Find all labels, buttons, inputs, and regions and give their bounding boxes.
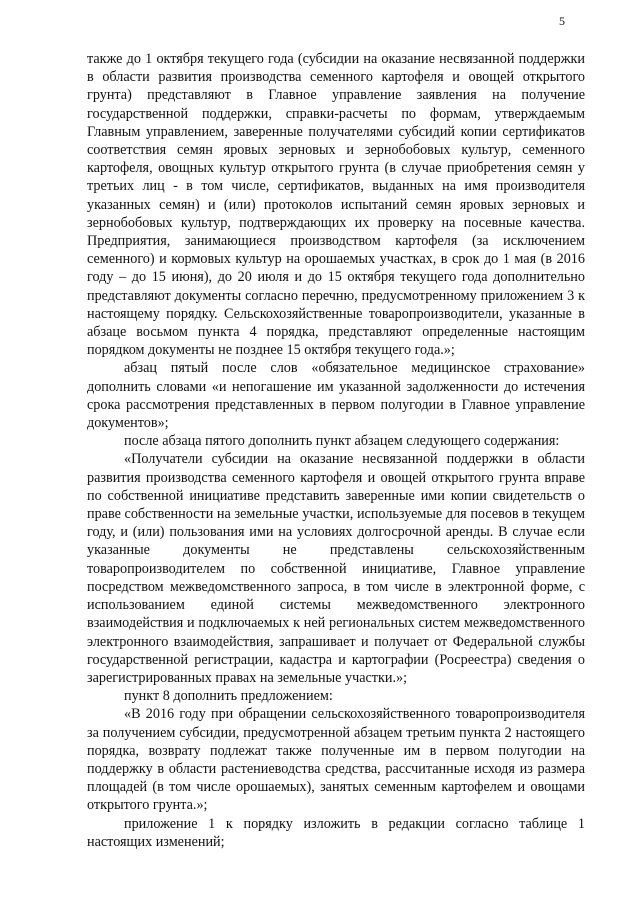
paragraph: «В 2016 году при обращении сельскохозяйственного товаропроизводителя за получением субсидии, предусмотренной абзацем третьим пункта 2 настоящего порядка, возврату подлежат также полученные им в первом полугодии на поддержку в области растениеводства средства, рассчитанные исходя из размера площадей (в том числе орошаемых), занятых семенным картофелем и овощами открытого грунта.»; xyxy=(87,706,585,814)
page-number: 5 xyxy=(559,14,565,28)
paragraph: также до 1 октября текущего года (субсидии на оказание несвязанной поддержки в области развития производства семенного картофеля и овощей открытого грунта) представляют в Главное управление заявления на получение государственной поддержки, справки-расчеты по формам, утверждаемым Главным управлением, заверенные получателями субсидий копии сертификатов соответствия семян яровых зерновых и зернобобовых культур, семенного картофеля, овощных культур открытого грунта (в случае приобретения семян у третьих лиц - в том числе, сертификатов, выданных на имя производителя указанных семян) и (или) протоколов испытаний семян яровых зерновых и зернобобовых культур, подтверждающих их проверку на посевные качества. Предприятия, занимающиеся производством картофеля (за исключением семенного) и кормовых культур на орошаемых участках, в срок до 1 мая (в 2016 году – до 15 июня), до 20 июля и до 15 октября текущего года дополнительно представляют документы согласно перечню, предусмотренному приложением 3 к настоящему порядку. Сельскохозяйственные товаропроизводители, указанные в абзаце восьмом пункта 4 порядка, представляют определенные настоящим порядком документы не позднее 15 октября текущего года.»; xyxy=(87,51,585,359)
paragraph: приложение 1 к порядку изложить в редакции согласно таблице 1 настоящих изменений; xyxy=(87,815,585,850)
document-body xyxy=(87,50,585,851)
paragraph: абзац пятый после слов «обязательное медицинское страхование» дополнить словами «и непогашение им указанной задолженности до истечения срока рассмотрения представленных в первом полугодии в Главное управление документов»; xyxy=(87,360,585,432)
paragraph: пункт 8 дополнить предложением: xyxy=(124,688,333,705)
paragraph: после абзаца пятого дополнить пункт абзацем следующего содержания: xyxy=(124,433,560,450)
paragraph: «Получатели субсидии на оказание несвязанной поддержки в области развития производства семенного картофеля и овощей открытого грунта вправе по собственной инициативе представить заверенные ими копии свидетельств о праве собственности на земельные участки, используемые для посевов в текущем году, и (или) пользования ими на условиях долгосрочной аренды. В случае если указанные документы не представлены сельскохозяйственным товаропроизводителем по собственной инициативе, Главное управление посредством межведомственного запроса, в том числе в электронной форме, с использованием единой системы межведомственного электронного взаимодействия и подключаемых к ней региональных систем межведомственного электронного взаимодействия, запрашивает и получает от Федеральной службы государственной регистрации, кадастра и картографии (Росреестра) сведения о зарегистрированных правах на земельные участки.»; xyxy=(87,451,585,686)
